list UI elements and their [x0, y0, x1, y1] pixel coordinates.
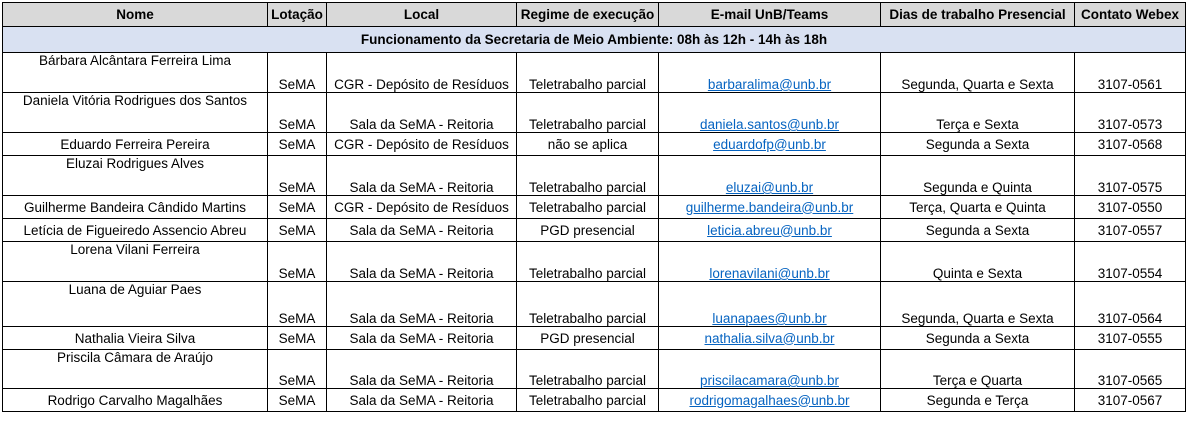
- office-hours-banner: Funcionamento da Secretaria de Meio Ambiente: 08h às 12h - 14h às 18h: [3, 27, 1186, 53]
- cell-contato: 3107-0561: [1075, 53, 1186, 93]
- cell-dias: Terça, Quarta e Quinta: [881, 196, 1075, 219]
- cell-regime: não se aplica: [517, 133, 659, 156]
- cell-regime: Teletrabalho parcial: [517, 196, 659, 219]
- cell-lotacao: SeMA: [268, 282, 327, 327]
- cell-dias: Segunda e Quinta: [881, 156, 1075, 196]
- cell-lotacao: SeMA: [268, 242, 327, 282]
- header-email: E-mail UnB/Teams: [659, 3, 881, 27]
- cell-local: Sala da SeMA - Reitoria: [327, 156, 517, 196]
- cell-nome: Bárbara Alcântara Ferreira Lima: [3, 53, 268, 93]
- cell-dias: Terça e Quarta: [881, 350, 1075, 389]
- email-link[interactable]: priscilacamara@unb.br: [699, 373, 839, 388]
- cell-dias: Quinta e Sexta: [881, 242, 1075, 282]
- cell-email: [659, 93, 881, 133]
- cell-nome: Rodrigo Carvalho Magalhães: [3, 389, 268, 412]
- cell-email: [659, 327, 881, 350]
- cell-dias: Segunda a Sexta: [881, 327, 1075, 350]
- cell-lotacao: SeMA: [268, 327, 327, 350]
- cell-lotacao: SeMA: [268, 133, 327, 156]
- header-regime: Regime de execução: [517, 3, 659, 27]
- cell-contato: 3107-0565: [1075, 350, 1186, 389]
- cell-local: Sala da SeMA - Reitoria: [327, 93, 517, 133]
- email-link[interactable]: nathalia.silva@unb.br: [704, 330, 835, 346]
- email-link[interactable]: eluzai@unb.br: [725, 180, 814, 195]
- cell-email: [659, 350, 881, 389]
- cell-local: Sala da SeMA - Reitoria: [327, 327, 517, 350]
- table-row: [3, 282, 1186, 327]
- cell-email: [659, 389, 881, 412]
- cell-nome: Lorena Vilani Ferreira: [3, 242, 268, 282]
- cell-nome: Daniela Vitória Rodrigues dos Santos: [3, 93, 268, 133]
- cell-dias: Terça e Sexta: [881, 93, 1075, 133]
- table-row: [3, 350, 1186, 389]
- cell-nome: Eduardo Ferreira Pereira: [3, 133, 268, 156]
- banner-row: [3, 27, 1186, 53]
- cell-local: Sala da SeMA - Reitoria: [327, 350, 517, 389]
- table-row: [3, 133, 1186, 156]
- table-row: [3, 389, 1186, 412]
- cell-contato: 3107-0550: [1075, 196, 1186, 219]
- cell-email: [659, 156, 881, 196]
- cell-nome: Letícia de Figueiredo Assencio Abreu: [3, 219, 268, 242]
- cell-regime: Teletrabalho parcial: [517, 156, 659, 196]
- cell-regime: Teletrabalho parcial: [517, 282, 659, 327]
- email-link[interactable]: barbaralima@unb.br: [707, 77, 832, 92]
- cell-dias: Segunda e Terça: [881, 389, 1075, 412]
- table-row: [3, 93, 1186, 133]
- cell-regime: Teletrabalho parcial: [517, 93, 659, 133]
- email-link[interactable]: lorenavilani@unb.br: [709, 266, 830, 281]
- email-link[interactable]: luanapaes@unb.br: [712, 311, 827, 326]
- cell-regime: Teletrabalho parcial: [517, 350, 659, 389]
- cell-nome: Guilherme Bandeira Cândido Martins: [3, 196, 268, 219]
- cell-nome: Eluzai Rodrigues Alves: [3, 156, 268, 196]
- cell-lotacao: SeMA: [268, 93, 327, 133]
- cell-email: [659, 196, 881, 219]
- cell-regime: Teletrabalho parcial: [517, 389, 659, 412]
- cell-contato: 3107-0573: [1075, 93, 1186, 133]
- cell-regime: Teletrabalho parcial: [517, 53, 659, 93]
- cell-contato: 3107-0567: [1075, 389, 1186, 412]
- cell-local: Sala da SeMA - Reitoria: [327, 219, 517, 242]
- table-row: [3, 242, 1186, 282]
- table-row: [3, 156, 1186, 196]
- cell-nome: Nathalia Vieira Silva: [3, 327, 268, 350]
- cell-local: Sala da SeMA - Reitoria: [327, 282, 517, 327]
- cell-email: [659, 219, 881, 242]
- cell-lotacao: SeMA: [268, 389, 327, 412]
- table-row: [3, 196, 1186, 219]
- cell-contato: 3107-0568: [1075, 133, 1186, 156]
- table-row: [3, 327, 1186, 350]
- cell-local: CGR - Depósito de Resíduos: [327, 133, 517, 156]
- cell-email: [659, 53, 881, 93]
- table-row: [3, 53, 1186, 93]
- cell-nome: Luana de Aguiar Paes: [3, 282, 268, 327]
- cell-local: CGR - Depósito de Resíduos: [327, 53, 517, 93]
- cell-contato: 3107-0554: [1075, 242, 1186, 282]
- staff-table: [2, 2, 1186, 412]
- cell-contato: 3107-0564: [1075, 282, 1186, 327]
- cell-regime: Teletrabalho parcial: [517, 242, 659, 282]
- cell-email: [659, 242, 881, 282]
- email-link[interactable]: leticia.abreu@unb.br: [707, 222, 832, 238]
- header-row: [3, 3, 1186, 27]
- cell-lotacao: SeMA: [268, 156, 327, 196]
- cell-regime: PGD presencial: [517, 327, 659, 350]
- cell-local: Sala da SeMA - Reitoria: [327, 242, 517, 282]
- cell-lotacao: SeMA: [268, 350, 327, 389]
- header-nome: Nome: [3, 3, 268, 27]
- table-row: [3, 219, 1186, 242]
- cell-contato: 3107-0557: [1075, 219, 1186, 242]
- cell-lotacao: SeMA: [268, 219, 327, 242]
- header-lotacao: Lotação: [268, 3, 327, 27]
- cell-email: [659, 282, 881, 327]
- cell-dias: Segunda, Quarta e Sexta: [881, 282, 1075, 327]
- email-link[interactable]: daniela.santos@unb.br: [699, 117, 840, 132]
- cell-dias: Segunda a Sexta: [881, 219, 1075, 242]
- cell-local: Sala da SeMA - Reitoria: [327, 389, 517, 412]
- email-link[interactable]: eduardofp@unb.br: [713, 136, 826, 152]
- header-local: Local: [327, 3, 517, 27]
- cell-dias: Segunda, Quarta e Sexta: [881, 53, 1075, 93]
- cell-lotacao: SeMA: [268, 196, 327, 219]
- cell-dias: Segunda a Sexta: [881, 133, 1075, 156]
- email-link[interactable]: guilherme.bandeira@unb.br: [685, 199, 854, 215]
- cell-contato: 3107-0575: [1075, 156, 1186, 196]
- cell-email: [659, 133, 881, 156]
- cell-regime: PGD presencial: [517, 219, 659, 242]
- cell-contato: 3107-0555: [1075, 327, 1186, 350]
- header-contato: Contato Webex: [1075, 3, 1186, 27]
- cell-nome: Priscila Câmara de Araújo: [3, 350, 268, 389]
- header-dias: Dias de trabalho Presencial: [881, 3, 1075, 27]
- email-link[interactable]: rodrigomagalhaes@unb.br: [689, 392, 850, 408]
- cell-lotacao: SeMA: [268, 53, 327, 93]
- cell-local: CGR - Depósito de Resíduos: [327, 196, 517, 219]
